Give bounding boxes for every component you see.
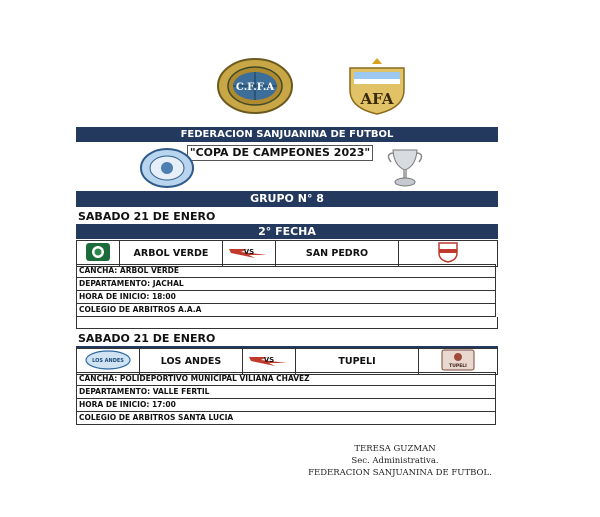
federation-title-bar: FEDERACION SANJUANINA DE FUTBOL — [76, 127, 498, 142]
detail-cancha: CANCHA: POLIDEPORTIVO MUNICIPAL VILIANA CHAVEZ — [76, 372, 496, 386]
match-teams-row — [76, 240, 498, 267]
svg-text:VS: VS — [243, 248, 255, 256]
home-team-name: ARBOL VERDE — [120, 241, 223, 267]
detail-colegio: COLEGIO DE ARBITROS SANTA LUCIA — [76, 412, 496, 425]
away-team-logo — [419, 349, 498, 375]
cup-title: "COPA DE CAMPEONES 2023" — [187, 145, 373, 161]
afa-logo — [340, 56, 414, 116]
svg-text:TUPELI: TUPELI — [449, 364, 467, 369]
detail-hora: HORA DE INICIO: 17:00 — [76, 399, 496, 412]
away-team-logo — [399, 241, 498, 267]
versus-icon — [243, 349, 296, 375]
group-title-bar: GRUPO N° 8 — [76, 191, 498, 207]
match-date: SABADO 21 DE ENERO — [78, 332, 216, 345]
away-team-name: SAN PEDRO — [276, 241, 399, 267]
home-team-logo — [77, 349, 140, 375]
detail-departamento: DEPARTAMENTO: JACHAL — [76, 278, 496, 291]
svg-text:LOS ANDES: LOS ANDES — [92, 358, 124, 364]
row-divider — [76, 317, 498, 329]
signature-name: TERESA GUZMAN — [354, 444, 436, 454]
away-team-name: TUPELI — [296, 349, 419, 375]
fecha-title-bar: 2° FECHA — [76, 224, 498, 239]
match-teams-row — [76, 348, 498, 375]
svg-text:VS: VS — [263, 356, 275, 364]
signature-role: Sec. Administrativa. — [351, 456, 439, 466]
home-team-name: LOS ANDES — [140, 349, 243, 375]
svg-text:AFA: AFA — [360, 90, 394, 108]
home-team-logo — [77, 241, 120, 267]
match-details — [76, 372, 496, 425]
league-round-logo — [140, 148, 194, 188]
cffa-logo — [216, 58, 294, 114]
match-details — [76, 264, 496, 317]
detail-departamento: DEPARTAMENTO: VALLE FERTIL — [76, 386, 496, 399]
detail-colegio: COLEGIO DE ARBITROS A.A.A — [76, 304, 496, 317]
detail-cancha: CANCHA: ARBOL VERDE — [76, 264, 496, 278]
versus-icon — [223, 241, 276, 267]
signature-org: FEDERACION SANJUANINA DE FUTBOL. — [308, 468, 492, 478]
svg-text:C.F.F.A: C.F.F.A — [235, 82, 275, 93]
detail-hora: HORA DE INICIO: 18:00 — [76, 291, 496, 304]
match-date: SABADO 21 DE ENERO — [78, 210, 216, 223]
trophy-icon — [383, 146, 427, 190]
